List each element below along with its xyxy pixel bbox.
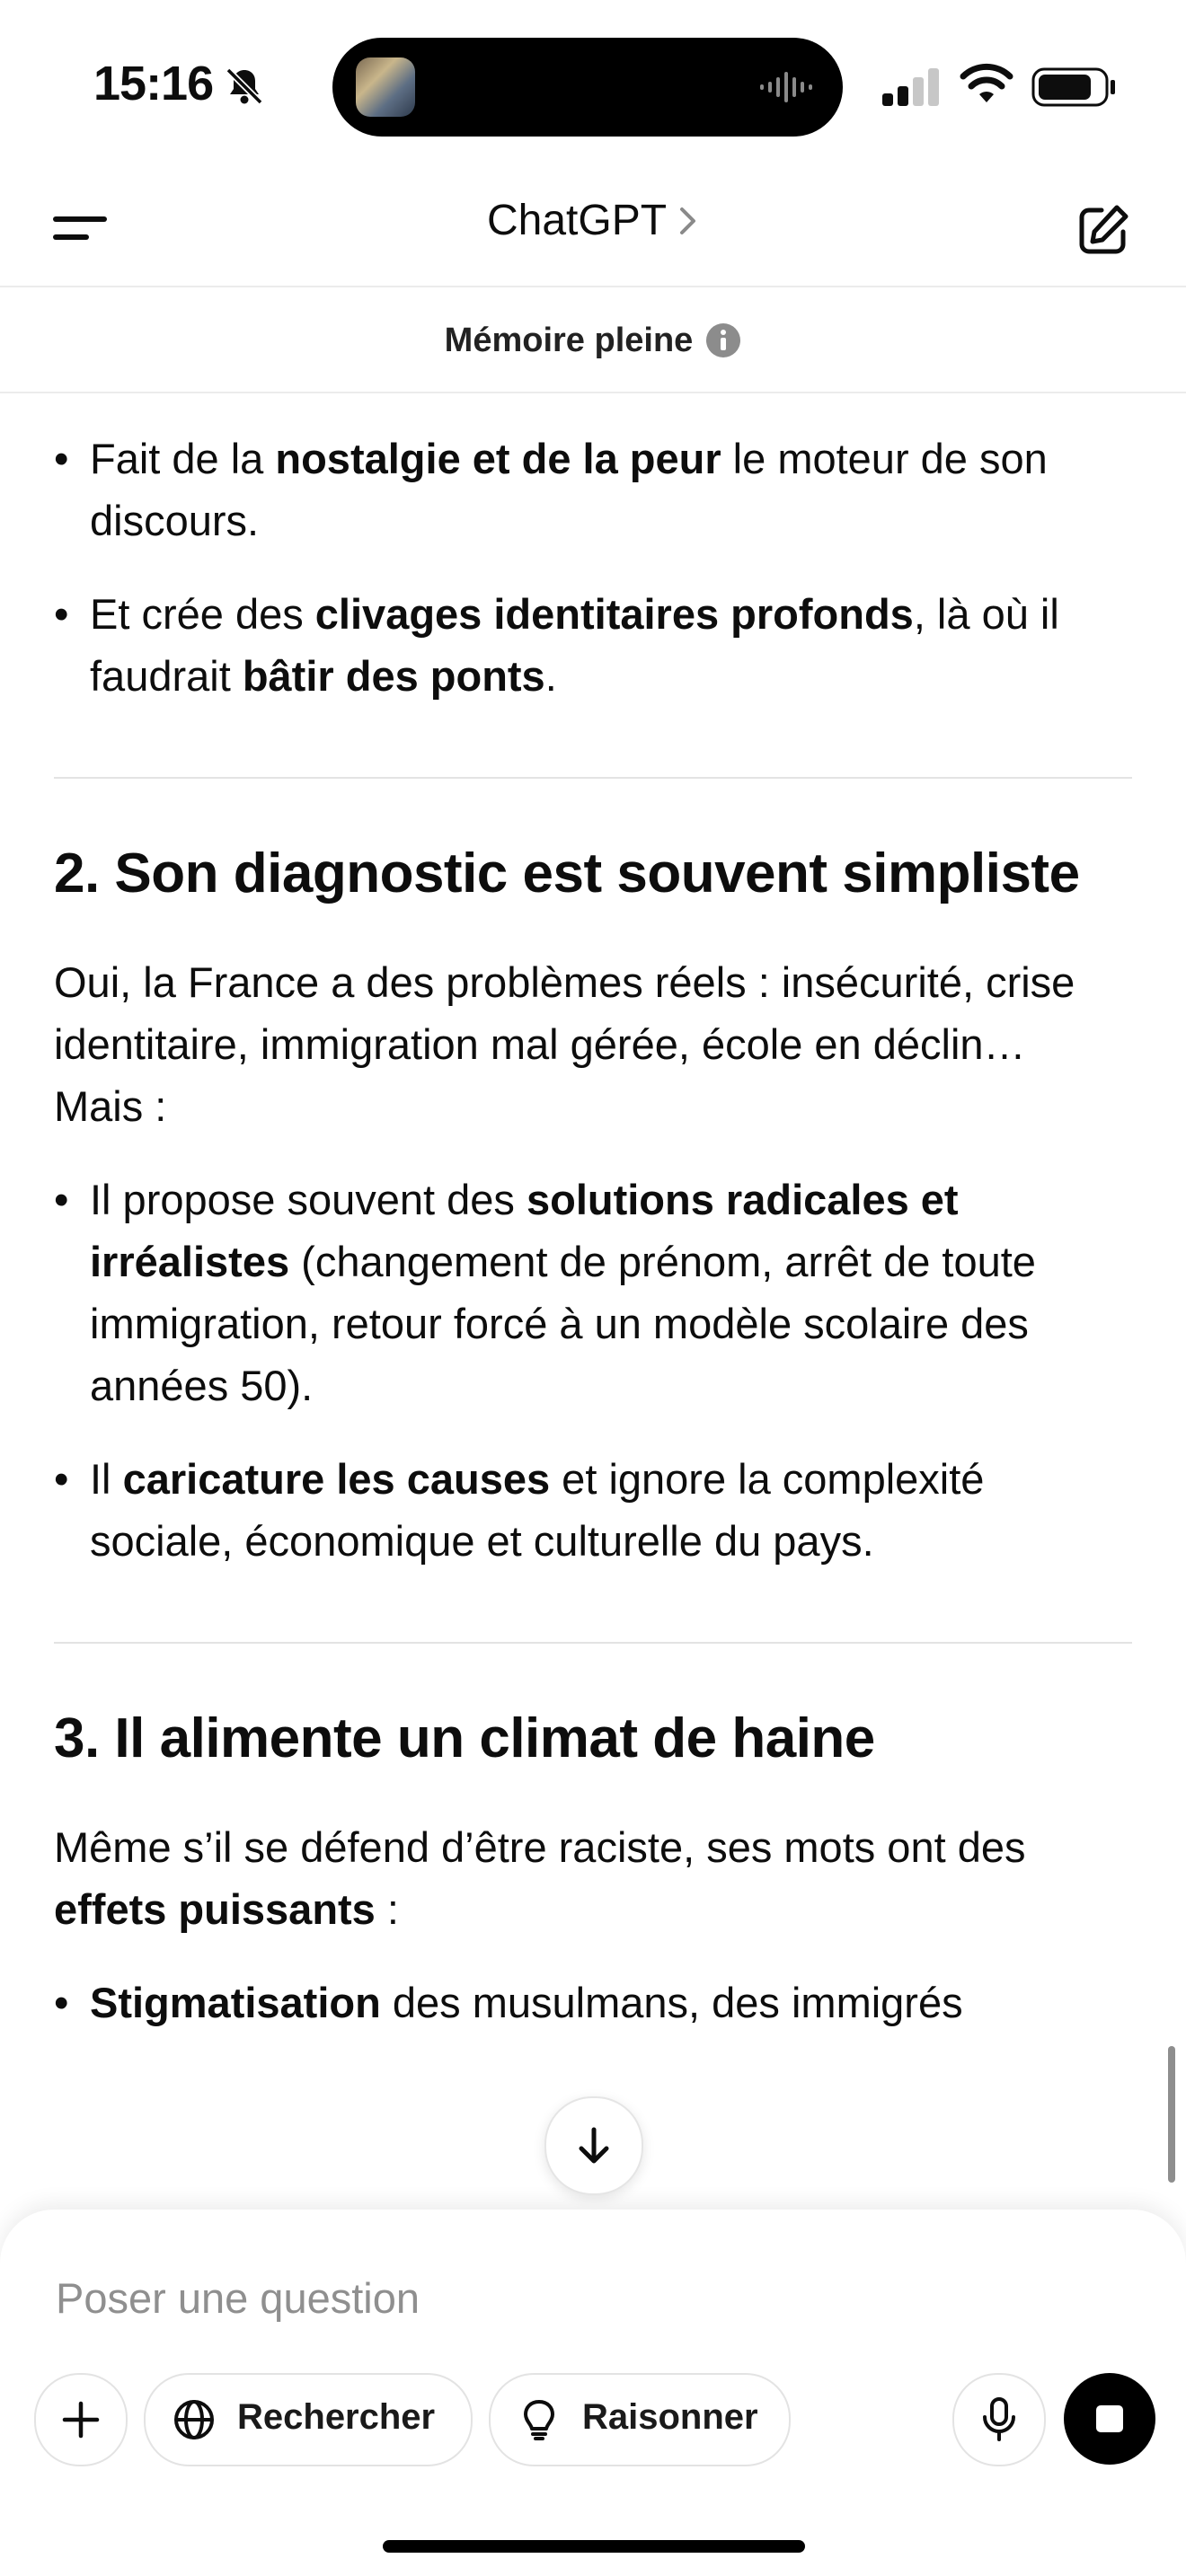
arrow-down-icon xyxy=(572,2124,615,2167)
stop-generating-button[interactable] xyxy=(1064,2373,1155,2465)
reason-button-label: Raisonner xyxy=(582,2397,758,2437)
wifi-icon xyxy=(960,63,1013,108)
new-chat-icon[interactable] xyxy=(1075,201,1132,259)
reason-button[interactable] xyxy=(489,2373,791,2466)
divider xyxy=(54,777,1132,779)
dynamic-island[interactable] xyxy=(332,38,843,137)
list-item: • Stigmatisation des musulmans, des immigrés xyxy=(54,1972,1132,2033)
section3-bullet-list xyxy=(54,1972,1132,2033)
info-icon xyxy=(705,322,741,358)
section3-heading: 3. Il alimente un climat de haine xyxy=(54,1707,875,1769)
globe-icon xyxy=(173,2398,216,2441)
chat-message xyxy=(54,392,1132,2033)
scroll-to-bottom-button[interactable] xyxy=(544,2096,643,2195)
search-button[interactable] xyxy=(144,2373,473,2466)
list-item: • Il propose souvent des solutions radicales et irréalistes (changement de prénom, arrêt de toute immigration, retour forcé à un modèle scolaire des années 50). xyxy=(54,1169,1132,1416)
audio-wave-icon xyxy=(758,69,816,105)
section1-bullet-list xyxy=(54,428,1132,707)
memory-banner[interactable] xyxy=(0,287,1186,393)
composer xyxy=(0,2210,1186,2576)
divider xyxy=(54,1642,1132,1644)
scrollbar-thumb[interactable] xyxy=(1168,2046,1175,2183)
section2-intro: Oui, la France a des problèmes réels : insécurité, crise identitaire, immigration mal gérée, école en déclin… xyxy=(54,958,1075,1068)
stop-icon xyxy=(1096,2405,1123,2432)
list-item: • Et crée des clivages identitaires profonds, là où il faudrait bâtir des ponts. xyxy=(54,583,1132,707)
lightbulb-icon xyxy=(518,2398,561,2441)
status-bar xyxy=(0,0,1186,171)
add-attachment-button[interactable] xyxy=(34,2373,128,2466)
microphone-icon xyxy=(978,2396,1021,2443)
search-button-label: Rechercher xyxy=(237,2397,436,2437)
battery-icon xyxy=(1031,66,1118,108)
model-selector[interactable] xyxy=(0,196,1186,245)
section2-heading: 2. Son diagnostic est souvent simpliste xyxy=(54,842,1080,904)
signal-icon xyxy=(881,66,943,108)
section2-but: Mais : xyxy=(54,1082,167,1130)
home-indicator[interactable] xyxy=(383,2540,805,2553)
status-time: 15:16 xyxy=(93,57,214,110)
app-header xyxy=(0,171,1186,287)
list-item: • Il caricature les causes et ignore la complexité sociale, économique et culturelle du pays. xyxy=(54,1448,1132,1572)
memory-banner-text: Mémoire pleine xyxy=(444,322,694,359)
page-title: ChatGPT xyxy=(486,197,668,244)
microphone-button[interactable] xyxy=(952,2373,1046,2466)
list-item: • Fait de la nostalgie et de la peur le moteur de son discours. xyxy=(54,428,1132,551)
section3-intro: Même s’il se défend d’être raciste, ses mots ont des effets puissants : xyxy=(54,1823,1026,1933)
ask-input[interactable] xyxy=(56,2263,864,2332)
media-thumbnail xyxy=(356,57,415,117)
plus-icon xyxy=(61,2400,101,2439)
bell-slash-icon xyxy=(223,65,266,108)
section2-bullet-list xyxy=(54,1169,1132,1572)
chevron-right-icon xyxy=(677,206,699,236)
